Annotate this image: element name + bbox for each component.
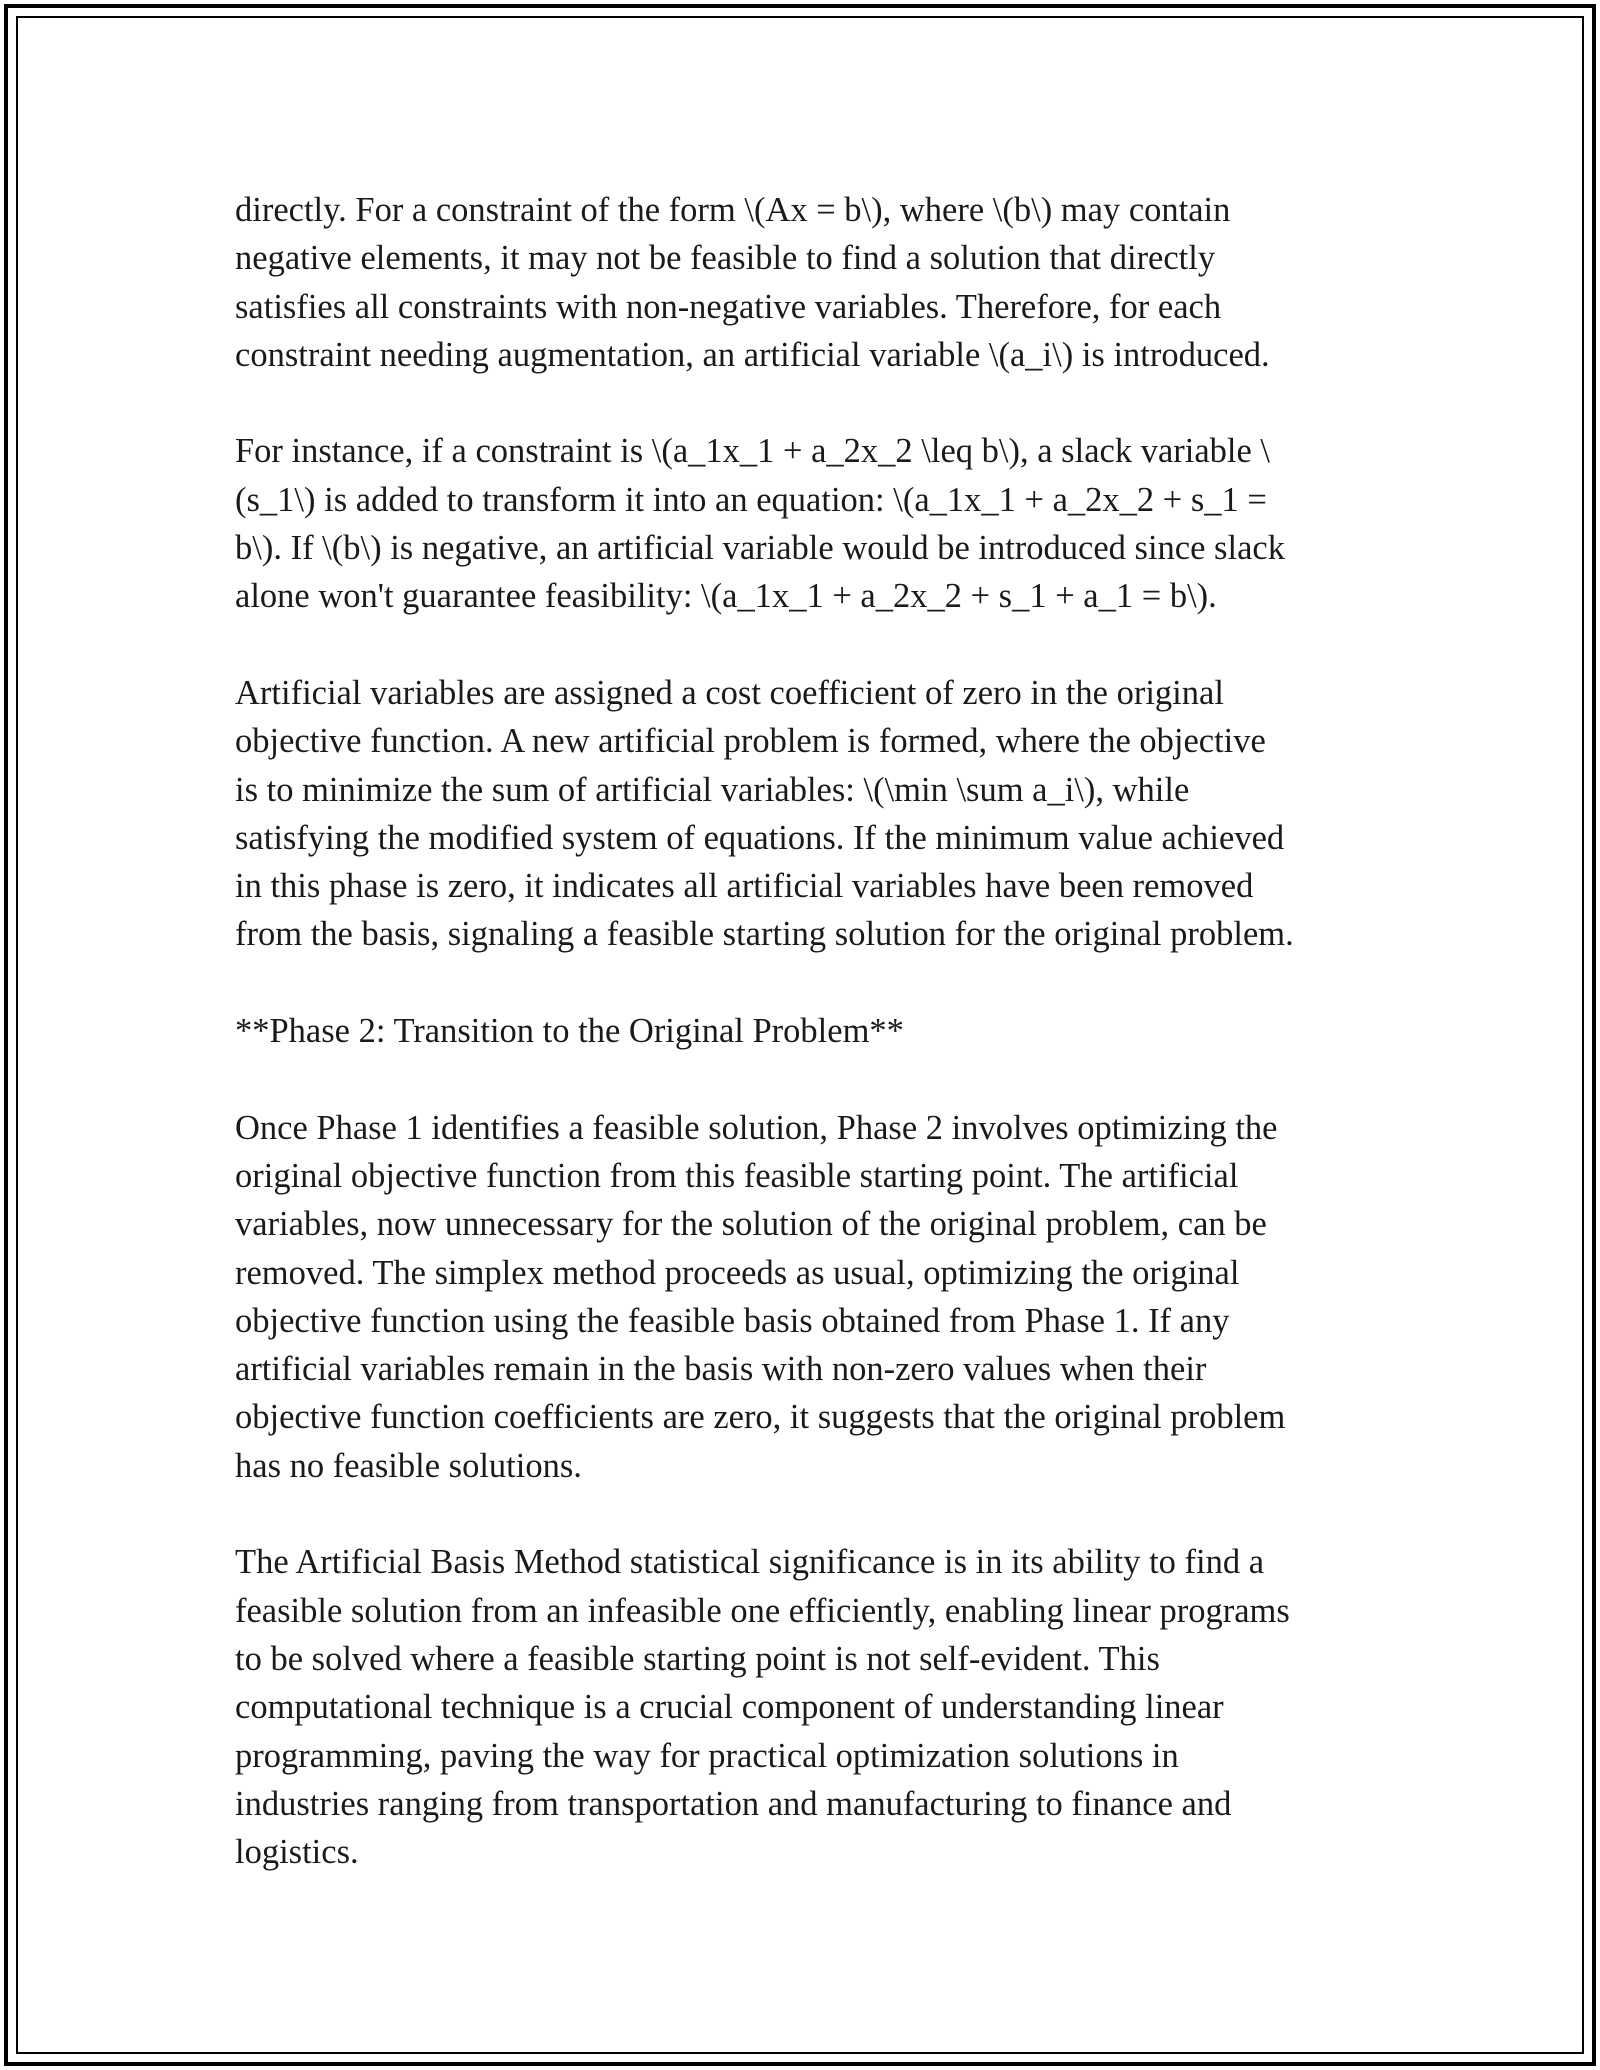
text-line: Once Phase 1 identifies a feasible solution, Phase 2 involves optimizing the [235, 1108, 1278, 1147]
text-line: logistics. [235, 1833, 359, 1872]
text-line: computational technique is a crucial component of understanding linear [235, 1688, 1224, 1727]
paragraph-artificial-variable-intro [235, 186, 1365, 379]
text-line: satisfies all constraints with non-negative variables. Therefore, for each [235, 287, 1222, 326]
paragraph-slack-example [235, 427, 1365, 620]
text-line: programming, paving the way for practical optimization solutions in [235, 1736, 1179, 1775]
text-line: The Artificial Basis Method statistical significance is in its ability to find a [235, 1543, 1265, 1582]
paragraph-phase-2 [235, 1104, 1365, 1490]
text-line: negative elements, it may not be feasible to find a solution that directly [235, 239, 1216, 278]
heading-line: **Phase 2: Transition to the Original Problem** [235, 1012, 904, 1051]
text-line: objective function coefficients are zero, it suggests that the original problem [235, 1398, 1286, 1437]
text-line: is to minimize the sum of artificial variables: \(\min \sum a_i\), while [235, 770, 1190, 809]
document-body [235, 186, 1365, 1925]
text-line: has no feasible solutions. [235, 1446, 582, 1485]
text-line: objective function using the feasible basis obtained from Phase 1. If any [235, 1301, 1230, 1340]
text-line: constraint needing augmentation, an artificial variable \(a_i\) is introduced. [235, 335, 1270, 374]
text-line: removed. The simplex method proceeds as usual, optimizing the original [235, 1253, 1240, 1292]
text-line: original objective function from this feasible starting point. The artificial [235, 1156, 1239, 1195]
text-line: alone won't guarantee feasibility: \(a_1x_1 + a_2x_2 + s_1 + a_1 = b\). [235, 577, 1217, 616]
text-line: For instance, if a constraint is \(a_1x_1 + a_2x_2 \leq b\), a slack variable \ [235, 432, 1270, 471]
text-line: in this phase is zero, it indicates all artificial variables have been removed [235, 867, 1254, 906]
text-line: to be solved where a feasible starting point is not self-evident. This [235, 1639, 1160, 1678]
text-line: b\). If \(b\) is negative, an artificial variable would be introduced since slack [235, 529, 1285, 568]
text-line: variables, now unnecessary for the solution of the original problem, can be [235, 1205, 1267, 1244]
paragraph-artificial-problem [235, 669, 1365, 959]
text-line: feasible solution from an infeasible one efficiently, enabling linear programs [235, 1591, 1290, 1630]
text-line: satisfying the modified system of equations. If the minimum value achieved [235, 818, 1285, 857]
text-line: (s_1\) is added to transform it into an equation: \(a_1x_1 + a_2x_2 + s_1 = [235, 480, 1267, 519]
section-heading-phase-2 [235, 1007, 1365, 1055]
text-line: industries ranging from transportation and manufacturing to finance and [235, 1784, 1232, 1823]
paragraph-significance [235, 1538, 1365, 1876]
text-line: objective function. A new artificial problem is formed, where the objective [235, 722, 1266, 761]
text-line: artificial variables remain in the basis with non-zero values when their [235, 1350, 1207, 1389]
text-line: Artificial variables are assigned a cost coefficient of zero in the original [235, 673, 1224, 712]
text-line: directly. For a constraint of the form \(Ax = b\), where \(b\) may contain [235, 191, 1231, 229]
text-line: from the basis, signaling a feasible starting solution for the original problem. [235, 915, 1294, 954]
